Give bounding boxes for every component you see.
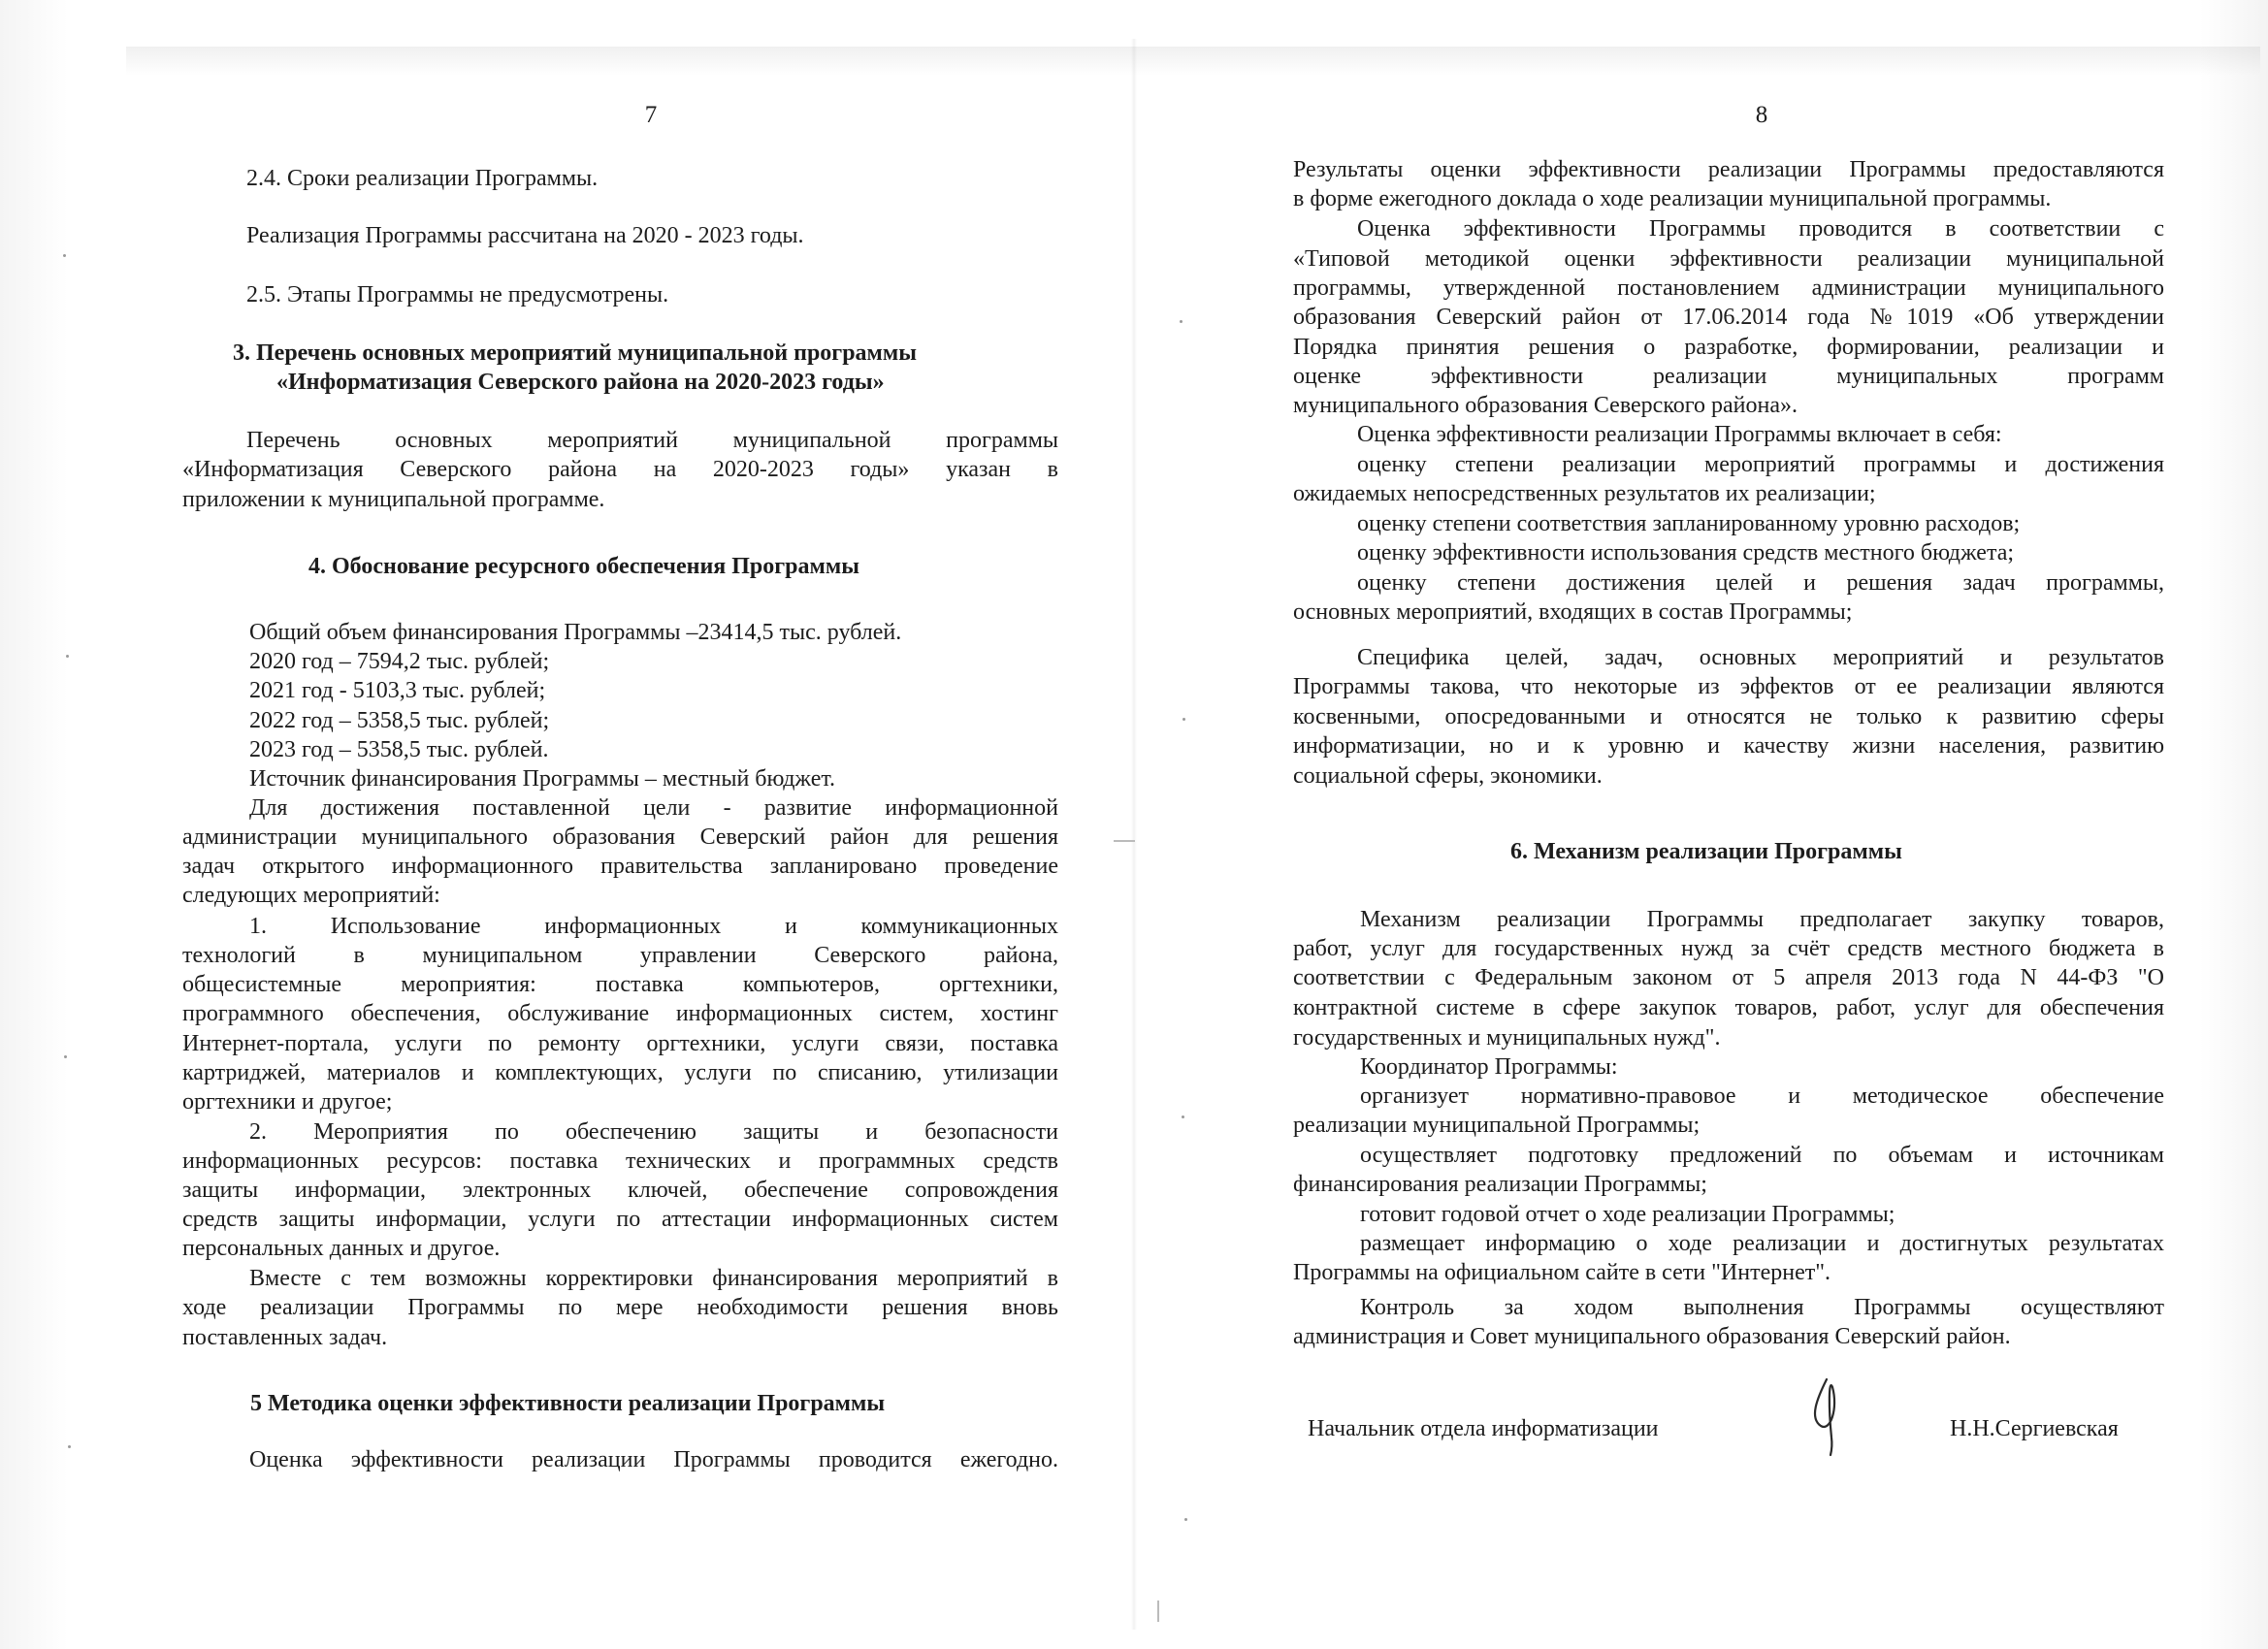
page-number: 7: [644, 102, 658, 128]
section-heading-2-4: 2.4. Сроки реализации Программы.: [246, 166, 599, 191]
paragraph-line: Программы на официальном сайте в сети "Интернет".: [1293, 1260, 1831, 1285]
paragraph-line: в форме ежегодного доклада о ходе реализации муниципальной программы.: [1293, 186, 2052, 211]
paragraph-line: соответствии с Федеральным законом от 5 апреля 2013 года N 44-ФЗ "О: [1293, 965, 2164, 990]
paragraph-line: оценку степени реализации мероприятий программы и достижения: [1357, 452, 2164, 477]
paragraph-line: Оценка эффективности реализации Программы проводится ежегодно.: [249, 1447, 1058, 1472]
paragraph-line: администрации муниципального образования Северский район для решения: [182, 824, 1058, 850]
scan-speck: [63, 254, 66, 257]
paragraph-line: программы, утвержденной постановлением администрации муниципального: [1293, 275, 2164, 301]
paragraph-line: готовит годовой отчет о ходе реализации Программы;: [1360, 1202, 1895, 1227]
scan-speck: [1183, 718, 1185, 721]
list-item-line: Интернет-портала, услуги по ремонту оргтехники, услуги связи, поставка: [182, 1031, 1058, 1056]
paragraph-line: следующих мероприятий:: [182, 883, 440, 908]
paragraph-line: Механизм реализации Программы предполагает закупку товаров,: [1360, 907, 2164, 932]
paragraph-line: оценку степени достижения целей и решения задач программы,: [1357, 570, 2164, 596]
funding-2023: 2023 год – 5358,5 тыс. рублей.: [249, 737, 549, 762]
funding-total: Общий объем финансирования Программы –23414,5 тыс. рублей.: [249, 620, 902, 645]
paragraph-line: контрактной системе в сфере закупок товаров, работ, услуг для обеспечения: [1293, 995, 2164, 1020]
paragraph-line: Контроль за ходом выполнения Программы осуществляют: [1360, 1295, 2164, 1320]
list-item-line: информационных ресурсов: поставка технических и программных средств: [182, 1148, 1058, 1174]
paragraph-line: ходе реализации Программы по мере необходимости решения вновь: [182, 1295, 1058, 1320]
scan-mark: [1157, 1600, 1159, 1622]
paragraph-line: ожидаемых непосредственных результатов их реализации;: [1293, 481, 1876, 506]
paragraph-line: администрация и Совет муниципального образования Северский район.: [1293, 1324, 2011, 1349]
paragraph-line: Для достижения поставленной цели - развитие информационной: [249, 795, 1058, 821]
handwritten-signature: [1799, 1370, 1858, 1457]
paragraph-line: оценку эффективности использования средств местного бюджета;: [1357, 540, 2015, 566]
list-item-line: технологий в муниципальном управлении Северского района,: [182, 943, 1058, 968]
paragraph-line: оценку степени соответствия запланированному уровню расходов;: [1357, 511, 2021, 536]
funding-2020: 2020 год – 7594,2 тыс. рублей;: [249, 649, 550, 674]
paragraph-line: финансирования реализации Программы;: [1293, 1172, 1707, 1197]
scan-edge-shadow: [126, 47, 2260, 76]
paragraph-line: Программы такова, что некоторые из эффектов от ее реализации являются: [1293, 674, 2164, 699]
scan-speck: [64, 1055, 67, 1058]
scan-speck: [68, 1445, 71, 1448]
paragraph-line: «Информатизация Северского района на 2020-2023 годы» указан в: [182, 457, 1058, 482]
paragraph-line: муниципального образования Северского района».: [1293, 393, 1798, 418]
funding-source: Источник финансирования Программы – местный бюджет.: [249, 766, 836, 792]
paragraph-line: информатизации, но и к уровню и качеству жизни населения, развитию: [1293, 733, 2164, 759]
paragraph-line: косвенными, опосредованными и относятся не только к развитию сферы: [1293, 704, 2164, 729]
paragraph-line: Реализация Программы рассчитана на 2020 - 2023 годы.: [246, 223, 804, 248]
section-heading-3: 3. Перечень основных мероприятий муниципальной программы: [233, 340, 917, 366]
list-item-1: 1. Использование информационных и коммуникационных: [249, 914, 1058, 939]
scan-mark: [1114, 840, 1135, 842]
paragraph-line: размещает информацию о ходе реализации и достигнутых результатах: [1360, 1231, 2164, 1256]
scan-speck: [1182, 1116, 1184, 1118]
section-heading-4: 4. Обоснование ресурсного обеспечения Программы: [308, 554, 859, 579]
paragraph-line: организует нормативно-правовое и методическое обеспечение: [1360, 1083, 2164, 1109]
paragraph-line: работ, услуг для государственных нужд за счёт средств местного бюджета в: [1293, 936, 2164, 961]
paragraph-line: основных мероприятий, входящих в состав Программы;: [1293, 599, 1853, 625]
paragraph-line: Оценка эффективности Программы проводится в соответствии с: [1357, 216, 2164, 242]
paragraph-line: Перечень основных мероприятий муниципальной программы: [246, 428, 1058, 453]
scan-speck: [66, 655, 69, 658]
paragraph-line: образования Северский район от 17.06.2014 года №1019 «Об утверждении: [1293, 305, 2164, 330]
scan-speck: [1184, 1518, 1187, 1521]
section-heading-5: 5 Методика оценки эффективности реализации Программы: [250, 1391, 886, 1416]
list-item-line: защиты информации, электронных ключей, обеспечение сопровождения: [182, 1178, 1058, 1203]
paragraph-line: Порядка принятия решения о разработке, формировании, реализации и: [1293, 335, 2164, 360]
signatory-name: Н.Н.Сергиевская: [1950, 1416, 2119, 1441]
scan-speck: [1180, 320, 1183, 323]
paragraph-line: реализации муниципальной Программы;: [1293, 1113, 1701, 1138]
section-heading-6: 6. Механизм реализации Программы: [1510, 839, 1902, 864]
list-item-2: 2. Мероприятия по обеспечению защиты и безопасности: [249, 1119, 1058, 1145]
paragraph-line: Координатор Программы:: [1360, 1054, 1618, 1080]
paragraph-line: Оценка эффективности реализации Программы включает в себя:: [1357, 422, 2002, 447]
list-item-line: картриджей, материалов и комплектующих, услуги по списанию, утилизации: [182, 1060, 1058, 1085]
paragraph-line: «Типовой методикой оценки эффективности реализации муниципальной: [1293, 246, 2164, 272]
section-heading-3-cont: «Информатизация Северского района на 2020-2023 годы»: [276, 370, 885, 395]
paragraph-line: задач открытого информационного правительства запланировано проведение: [182, 854, 1058, 879]
paragraph-line: осуществляет подготовку предложений по объемам и источникам: [1360, 1143, 2164, 1168]
page-number: 8: [1755, 102, 1768, 128]
page-fold: [1131, 39, 1137, 1630]
paragraph-line: Результаты оценки эффективности реализации Программы предоставляются: [1293, 157, 2164, 182]
paragraph-line: оценке эффективности реализации муниципальных программ: [1293, 364, 2164, 389]
list-item-line: программного обеспечения, обслуживание информационных систем, хостинг: [182, 1001, 1058, 1026]
paragraph-line: Специфика целей, задач, основных мероприятий и результатов: [1357, 645, 2164, 670]
list-item-line: общесистемные мероприятия: поставка компьютеров, оргтехники,: [182, 972, 1058, 997]
paragraph-line: государственных и муниципальных нужд".: [1293, 1025, 1721, 1051]
paragraph-line: приложении к муниципальной программе.: [182, 487, 605, 512]
section-heading-2-5: 2.5. Этапы Программы не предусмотрены.: [246, 282, 669, 307]
paragraph-line: социальной сферы, экономики.: [1293, 763, 1603, 789]
paragraph-line: поставленных задач.: [182, 1325, 388, 1350]
paragraph-line: Вместе с тем возможны корректировки финансирования мероприятий в: [249, 1266, 1058, 1291]
signatory-position: Начальник отдела информатизации: [1308, 1416, 1659, 1441]
funding-2022: 2022 год – 5358,5 тыс. рублей;: [249, 708, 550, 733]
list-item-line: средств защиты информации, услуги по аттестации информационных систем: [182, 1207, 1058, 1232]
funding-2021: 2021 год - 5103,3 тыс. рублей;: [249, 678, 546, 703]
list-item-line: оргтехники и другое;: [182, 1089, 393, 1115]
list-item-line: персональных данных и другое.: [182, 1236, 501, 1261]
